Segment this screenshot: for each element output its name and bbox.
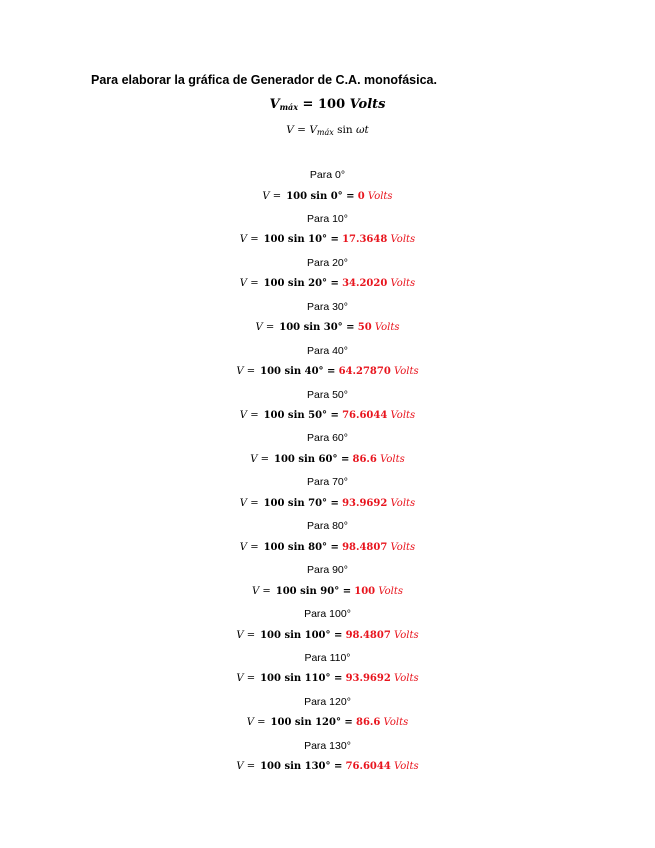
- equation-result: 93.9692: [345, 673, 391, 685]
- equation-unit: Volts: [393, 761, 419, 773]
- calculation-equation: [0, 365, 655, 379]
- equation-result: 98.4807: [342, 541, 388, 553]
- equation-unit: Volts: [390, 497, 416, 509]
- equation-result: 0: [357, 190, 365, 202]
- angle-label: Para 80°: [307, 520, 348, 533]
- angle-label: Para 100°: [304, 608, 351, 620]
- equation-expression: 100 sin 10° =: [263, 234, 339, 246]
- calculation-equation: [0, 497, 655, 511]
- equation-unit: Volts: [374, 322, 400, 334]
- angle-label: Para 130°: [304, 739, 351, 752]
- formula-func: sin: [337, 124, 353, 136]
- angle-label: Para 60°: [307, 432, 348, 445]
- equation-result: 100: [354, 585, 376, 597]
- equation-expression: 100 sin 70° =: [263, 497, 339, 509]
- vmax-subscript: máx: [279, 102, 299, 112]
- equation-expression: 100 sin 100° =: [260, 629, 343, 641]
- angle-label: Para 0°: [309, 169, 346, 181]
- formula-lhs: V: [286, 124, 294, 136]
- equation-lhs: V =: [250, 453, 270, 465]
- formula-vmax-symbol: V: [309, 124, 317, 136]
- angle-label: Para 90°: [307, 564, 348, 577]
- equation-expression: 100 sin 120° =: [270, 717, 353, 729]
- equation-lhs: V =: [262, 190, 282, 202]
- equation-lhs: V =: [251, 585, 271, 597]
- equation-lhs: V =: [236, 673, 256, 685]
- calculation-equation: [0, 585, 655, 599]
- calculation-equation: [0, 629, 655, 643]
- equation-lhs: V =: [236, 629, 256, 641]
- equation-unit: Volts: [390, 541, 416, 553]
- calculation-equation: [0, 716, 655, 730]
- formula-equals: =: [297, 124, 306, 136]
- equation-lhs: V =: [239, 410, 259, 421]
- angle-label: Para 30°: [307, 300, 348, 313]
- equation-expression: 100 sin 130° =: [260, 761, 343, 773]
- angle-label: Para 20°: [307, 256, 348, 269]
- calculation-equation: [0, 233, 655, 247]
- equation-lhs: V =: [239, 497, 259, 509]
- calculation-equation: [0, 760, 655, 774]
- equation-expression: 100 sin 40° =: [260, 366, 336, 378]
- equation-result: 93.9692: [342, 497, 388, 509]
- equation-unit: Volts: [380, 453, 405, 465]
- equation-result: 64.27870: [338, 366, 391, 378]
- equation-expression: 100 sin 80° =: [263, 541, 339, 553]
- equation-lhs: V =: [255, 322, 275, 334]
- calculation-equation: [0, 409, 655, 423]
- vmax-equals: =: [302, 97, 314, 112]
- equation-expression: 100 sin 90° =: [275, 585, 352, 597]
- vmax-symbol: V: [269, 97, 280, 112]
- equation-unit: Volts: [393, 366, 419, 378]
- angle-label: Para 110°: [304, 651, 351, 664]
- calculation-equation: [0, 672, 655, 686]
- equation-expression: 100 sin 0° =: [286, 190, 355, 202]
- equation-expression: 100 sin 110° =: [260, 673, 343, 685]
- equation-expression: 100 sin 20° =: [263, 278, 339, 290]
- equation-result: 50: [357, 322, 372, 334]
- calculation-equation: [0, 541, 655, 555]
- general-formula: [0, 124, 655, 137]
- equation-expression: 100 sin 50° =: [263, 410, 339, 421]
- equation-result: 76.6044: [345, 761, 391, 773]
- equation-unit: Volts: [390, 410, 416, 421]
- equation-lhs: V =: [236, 761, 256, 773]
- equation-lhs: V =: [246, 717, 266, 729]
- equation-expression: 100 sin 30° =: [279, 322, 355, 334]
- equation-result: 86.6: [356, 717, 381, 729]
- equation-result: 98.4807: [345, 629, 391, 641]
- vmax-equation: [0, 97, 655, 112]
- equation-unit: Volts: [378, 585, 404, 597]
- vmax-value: 100: [317, 97, 346, 112]
- equation-result: 76.6044: [342, 410, 388, 421]
- equation-lhs: V =: [239, 541, 259, 553]
- angle-label: Para 70°: [307, 476, 348, 489]
- calculation-equation: [0, 453, 655, 467]
- calculation-equation: [0, 277, 655, 291]
- equation-unit: Volts: [367, 190, 393, 202]
- equation-result: 17.3648: [342, 234, 388, 246]
- formula-vmax-subscript: máx: [316, 128, 334, 137]
- calculation-equation: [0, 321, 655, 335]
- formula-arg: ωt: [355, 124, 369, 136]
- angle-label: Para 10°: [307, 212, 348, 225]
- equation-lhs: V =: [236, 366, 256, 378]
- equation-result: 34.2020: [342, 278, 388, 290]
- equation-unit: Volts: [390, 234, 416, 246]
- angle-label: Para 40°: [307, 344, 348, 357]
- equation-lhs: V =: [239, 278, 259, 290]
- equation-unit: Volts: [393, 629, 419, 641]
- angle-label: Para 50°: [307, 388, 348, 401]
- equation-result: 86.6: [352, 453, 377, 465]
- angle-label: Para 120°: [304, 695, 351, 708]
- equation-unit: Volts: [393, 673, 419, 685]
- equation-expression: 100 sin 60° =: [274, 453, 350, 465]
- equation-unit: Volts: [383, 717, 409, 729]
- equation-unit: Volts: [390, 278, 416, 290]
- equation-lhs: V =: [239, 234, 259, 246]
- document-heading: Para elaborar la gráfica de Generador de C.A. monofásica.: [91, 73, 437, 87]
- vmax-unit: Volts: [349, 97, 386, 112]
- calculation-equation: [0, 190, 655, 204]
